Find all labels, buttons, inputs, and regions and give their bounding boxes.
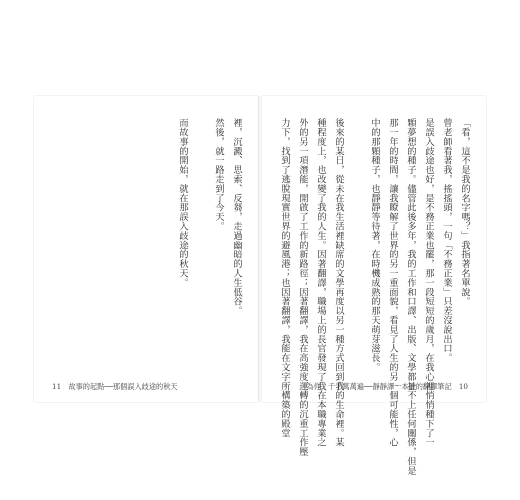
right-col-3: 是誤入歧途也好，是不務正業也罷，那一段短短的歲月，在我心裡悄悄種下了一 <box>423 118 434 447</box>
right-col-8: 後來的某日，從未在我生活裡缺席的文學再度以另一種方式回到我的生命裡。某 <box>333 118 344 447</box>
right-col-1: 「看，這不是我的名字嗎？」我指著名單說。 <box>459 118 470 306</box>
right-col-2: 曾老師看著我，搖搖頭，一句「不務正業」只差沒說出口。 <box>441 118 452 363</box>
left-page-text <box>176 118 242 315</box>
right-page <box>262 96 486 476</box>
left-col-4: 而故事的開始，就在那誤入歧途的秋天。 <box>177 118 188 288</box>
right-col-6: 中的那顆種子，也靜靜等待著，在時機成熟的那天萌芽滋長。 <box>369 118 380 372</box>
left-page <box>34 96 258 402</box>
left-col-1: 裡，沉澱、思索、反芻，走過幽暗的人生低谷。 <box>231 118 242 316</box>
right-col-10: 外的另一項潛能，開啟了工作的新路徑；因著翻譯，我在高強度運轉的沉重工作壓 <box>297 118 308 457</box>
right-page-text <box>278 118 470 475</box>
right-col-9: 種程度上，也改變了我的人生。因著翻譯，職場上的長官發現了我在本職專業之 <box>315 118 326 447</box>
right-col-4: 顆夢想的種子。儘管此後多年，我的工作和口譯、出版、文學都扯不上任何關係，但是 <box>405 118 416 476</box>
left-col-2: 然後，就一路走到了今天。 <box>213 118 224 231</box>
right-page-footer: 為你，千千萬萬遍──靜靜譯一本書的翻譯筆記 10 <box>306 382 468 391</box>
left-page-footer: 11 故事的起點──那個誤入歧途的秋天 <box>52 382 178 391</box>
right-col-5: 那一年的時間，讓我瞭解了世界的另一重面貌，看見了人生的另一個可能性，心 <box>387 118 398 447</box>
right-col-11: 力下，找到了逃脫現實世界的避風港；也因著翻譯，我能在文字所構築的殿堂 <box>279 118 290 438</box>
